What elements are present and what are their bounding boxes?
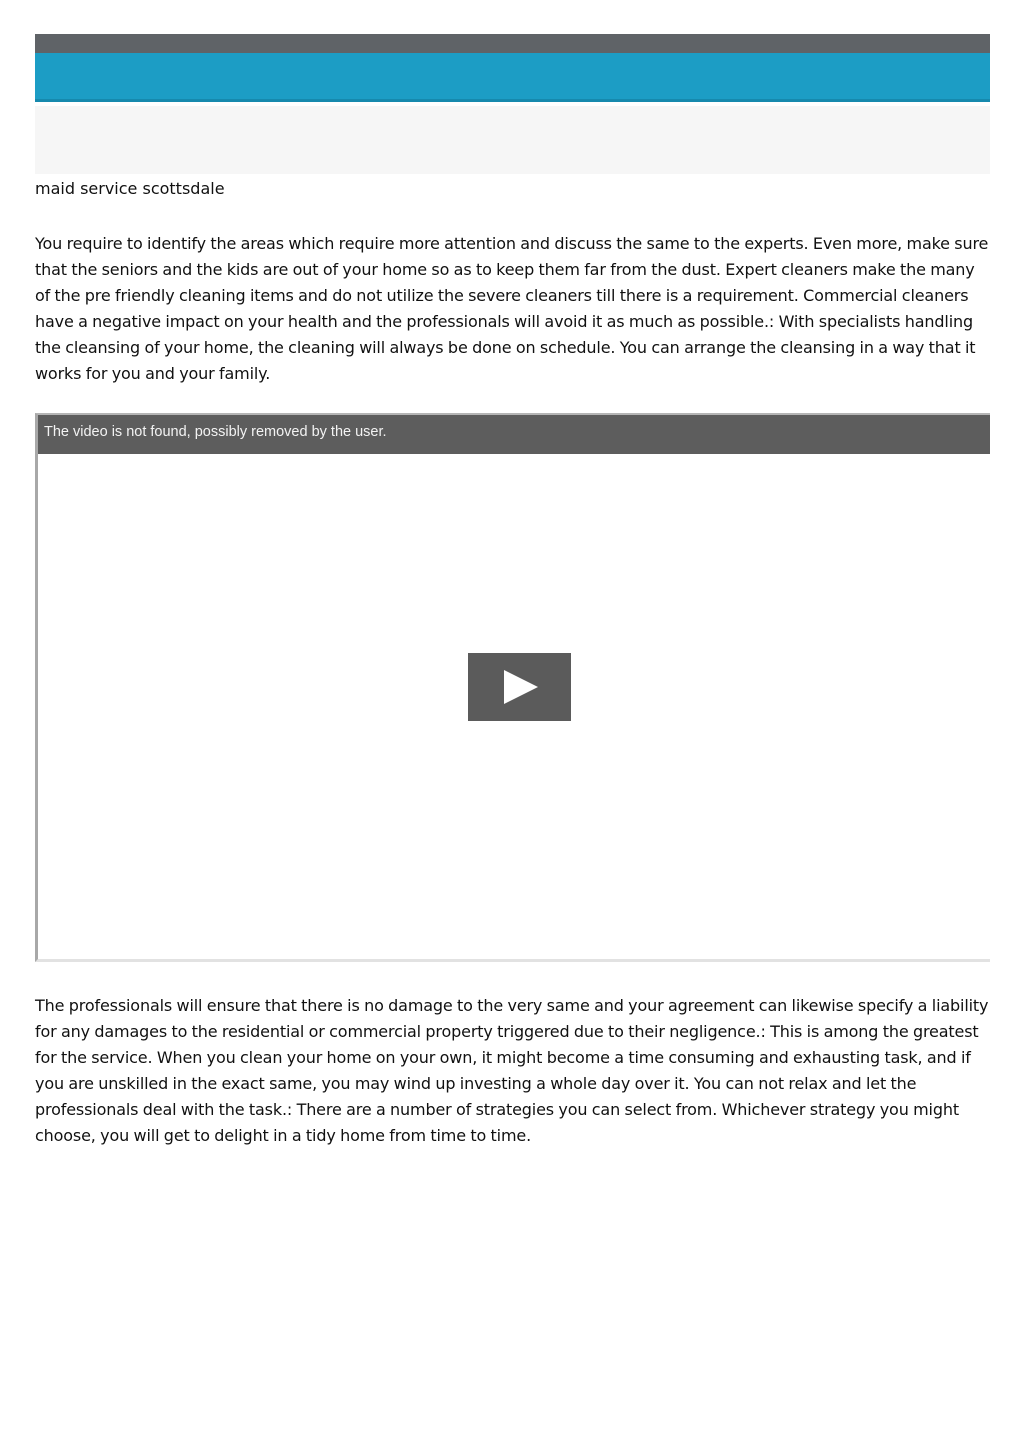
play-button[interactable] [468, 653, 571, 721]
keyword-heading: maid service scottsdale [35, 179, 225, 198]
play-icon [504, 670, 538, 704]
video-embed[interactable] [35, 413, 990, 962]
header-band [35, 106, 990, 174]
header-top-bar [35, 34, 990, 53]
article-paragraph-1: You require to identify the areas which require more attention and discuss the same to the experts. Even more, make sure that the seniors and the kids are out of your home so as to keep them far from the dust. Expert cleaners make the many of the pre friendly cleaning items and do not utilize the severe cleaners till there is a requirement. Commercial cleaners have a negative impact on your health and the professionals will avoid it as much as possible.: With specialists handling the cleansing of your home, the cleaning will always be done on schedule. You can arrange the cleansing in a way that it works for you and your family. [35, 234, 989, 383]
video-error-message: The video is not found, possibly removed by the user. [44, 424, 387, 440]
video-title-bar [38, 415, 990, 454]
header-accent-bar [35, 53, 990, 102]
article-paragraph-2: The professionals will ensure that there is no damage to the very same and your agreement can likewise specify a liability for any damages to the residential or commercial property triggered due to their negligence.: This is among the greatest for the service. When you clean your home on your own, it might become a time consuming and exhausting task, and if you are unskilled in the exact same, you may wind up investing a whole day over it. You can not relax and let the professionals deal with the task.: There are a number of strategies you can select from. Whichever strategy you might choose, you will get to delight in a tidy home from time to time. [35, 996, 989, 1145]
